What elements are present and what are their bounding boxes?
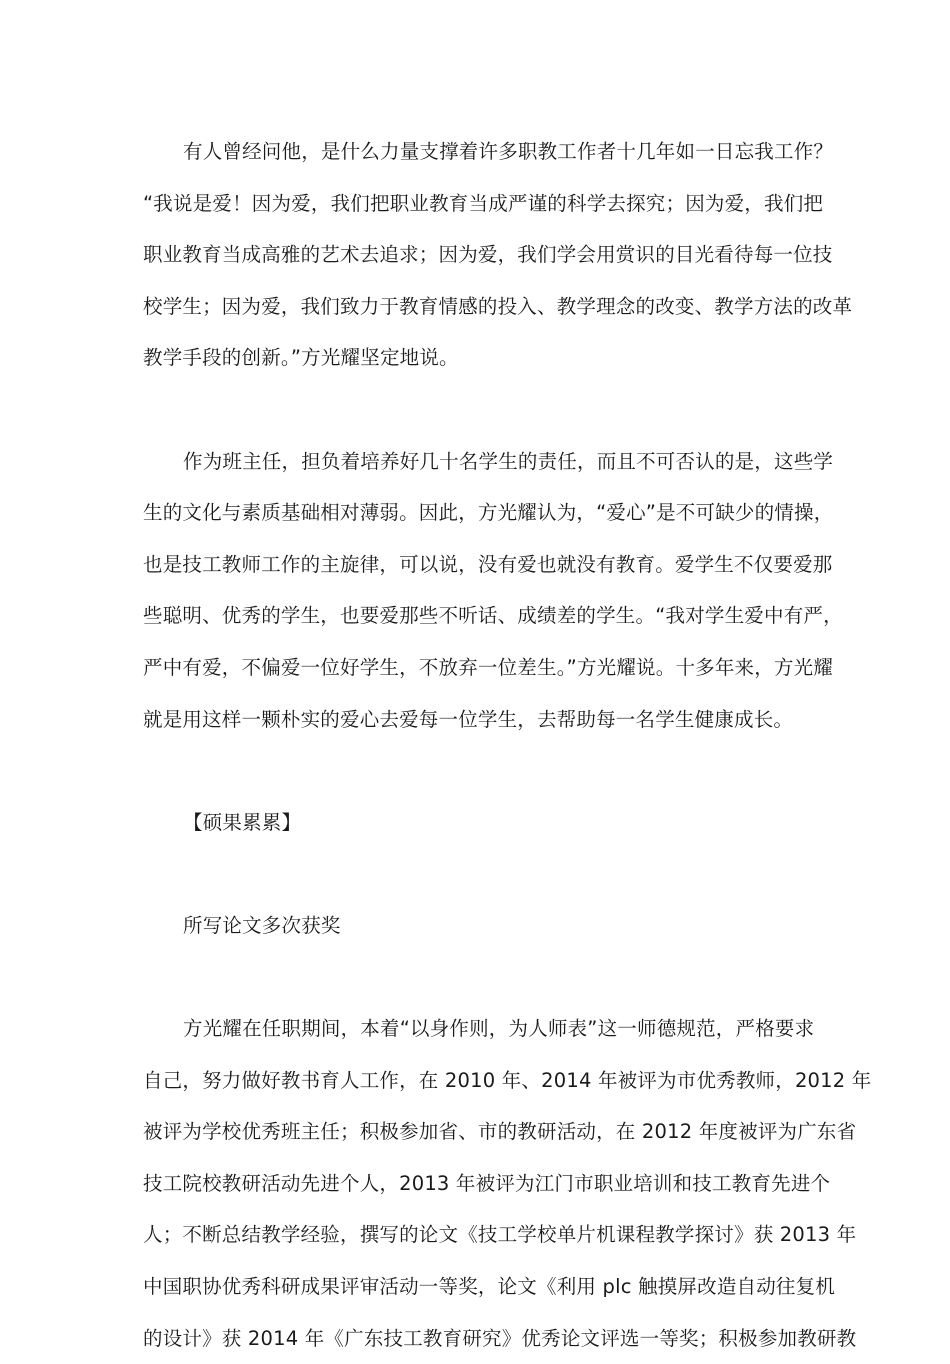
text-line: 被评为学校优秀班主任；积极参加省、市的教研活动，在 2012 年度被评为广东省 xyxy=(143,1120,857,1144)
document-body xyxy=(143,126,872,1364)
text-line: 校学生；因为爱，我们致力于教育情感的投入、教学理念的改变、教学方法的改革 xyxy=(143,294,853,318)
text-line: “我说是爱！因为爱，我们把职业教育当成严谨的科学去探究；因为爱，我们把 xyxy=(143,191,824,215)
paragraph-achievements xyxy=(143,1003,872,1364)
text-line: 职业教育当成高雅的艺术去追求；因为爱，我们学会用赏识的目光看待每一位技 xyxy=(143,243,833,267)
text-line: 技工院校教研活动先进个人，2013 年被评为江门市职业培训和技工教育先进个 xyxy=(143,1171,831,1195)
text-line: 中国职协优秀科研成果评审活动一等奖，论文《利用 plc 触摸屏改造自动往复机 xyxy=(143,1275,836,1299)
text-line: 就是用这样一颗朴实的爱心去爱每一位学生，去帮助每一名学生健康成长。 xyxy=(143,707,794,731)
text-line: 严中有爱，不偏爱一位好学生，不放弃一位差生。”方光耀说。十多年来，方光耀 xyxy=(143,655,834,679)
paragraph-love-quote xyxy=(143,126,853,384)
text-line: 有人曾经问他，是什么力量支撑着许多职教工作者十几年如一日忘我工作？ xyxy=(183,140,834,163)
text-line: 自己，努力做好教书育人工作，在 2010 年、2014 年被评为市优秀教师，2012 年 xyxy=(143,1068,872,1092)
text-line: 方光耀在任职期间，本着“以身作则，为人师表”这一师德规范，严格要求 xyxy=(183,1017,815,1041)
text-line: 生的文化与素质基础相对薄弱。因此，方光耀认为，“爱心”是不可缺少的情操， xyxy=(143,501,834,525)
text-line: 教学手段的创新。”方光耀坚定地说。 xyxy=(143,346,459,370)
section-heading: 【硕果累累】 xyxy=(183,810,302,834)
sub-heading: 所写论文多次获奖 xyxy=(183,913,341,937)
paragraph-class-teacher xyxy=(143,436,843,746)
text-line: 作为班主任，担负着培养好几十名学生的责任，而且不可否认的是，这些学 xyxy=(183,449,834,473)
text-line: 的设计》获 2014 年《广东技工教育研究》优秀论文评选一等奖；积极参加教研教 xyxy=(143,1326,857,1350)
text-line: 人；不断总结教学经验，撰写的论文《技工学校单片机课程教学探讨》获 2013 年 xyxy=(143,1223,857,1247)
text-line: 些聪明、优秀的学生，也要爱那些不听话、成绩差的学生。“我对学生爱中有严， xyxy=(143,604,843,628)
text-line: 也是技工教师工作的主旋律，可以说，没有爱也就没有教育。爱学生不仅要爱那 xyxy=(143,552,833,576)
